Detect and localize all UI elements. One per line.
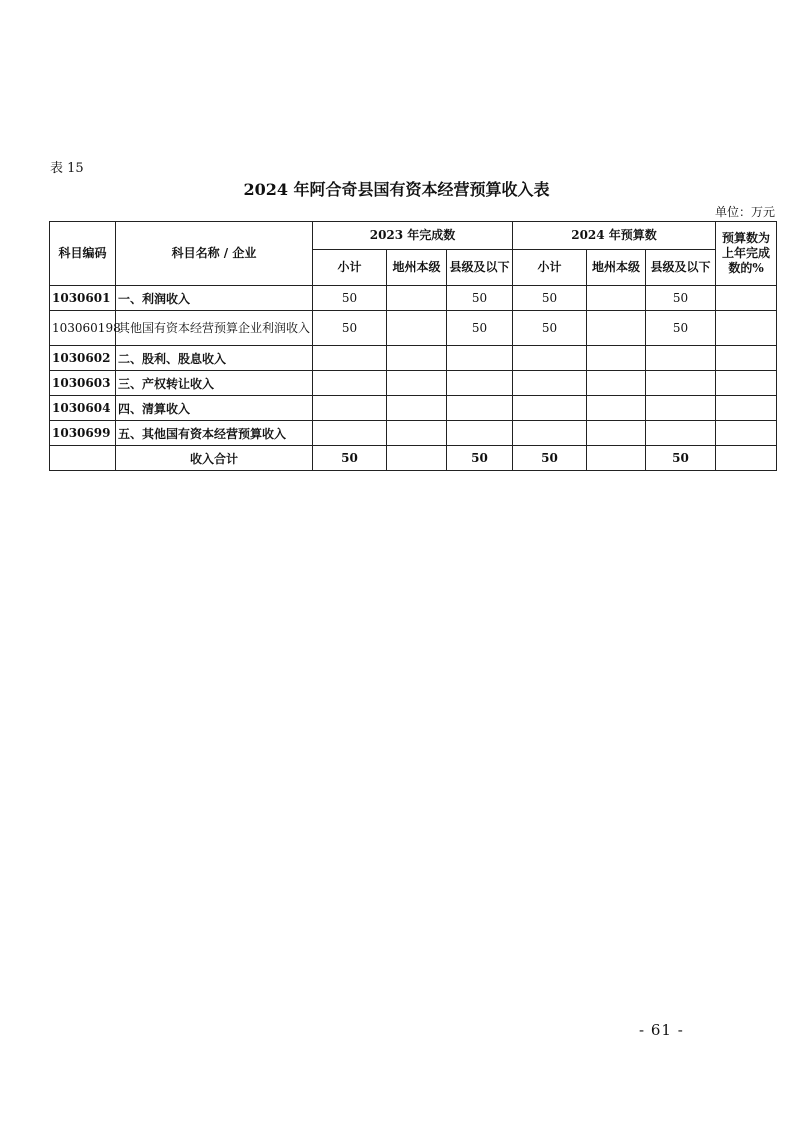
- header-2023-subtotal: 小计: [313, 250, 387, 286]
- cell-2023-prefecture: [387, 396, 447, 421]
- cell-2023-prefecture: [387, 371, 447, 396]
- cell-2024-subtotal: 50: [513, 286, 587, 311]
- total-code: [50, 446, 116, 471]
- cell-2024-subtotal: [513, 371, 587, 396]
- header-2023-county: 县级及以下: [447, 250, 513, 286]
- total-label: 收入合计: [116, 446, 313, 471]
- row-code: 1030602: [50, 346, 116, 371]
- header-2024-county: 县级及以下: [646, 250, 716, 286]
- cell-ratio: [716, 421, 777, 446]
- cell-2023-subtotal: [313, 346, 387, 371]
- row-name: 五、其他国有资本经营预算收入: [116, 421, 313, 446]
- row-name: 二、股利、股息收入: [116, 346, 313, 371]
- cell-2024-subtotal: [513, 421, 587, 446]
- cell-2023-prefecture: [387, 286, 447, 311]
- cell-2023-prefecture: [387, 421, 447, 446]
- header-2024-prefecture: 地州本级: [587, 250, 646, 286]
- row-name: 三、产权转让收入: [116, 371, 313, 396]
- cell-ratio: [716, 396, 777, 421]
- cell-2024-county: [646, 346, 716, 371]
- cell-2024-prefecture: [587, 311, 646, 346]
- cell-2024-prefecture: [587, 346, 646, 371]
- header-row-1: [50, 222, 777, 250]
- total-2024-county: 50: [646, 446, 716, 471]
- cell-2023-prefecture: [387, 346, 447, 371]
- table-row: [50, 421, 777, 446]
- table-row: [50, 371, 777, 396]
- cell-ratio: [716, 371, 777, 396]
- cell-2024-subtotal: 50: [513, 311, 587, 346]
- row-code: 1030601: [50, 286, 116, 311]
- cell-2023-subtotal: [313, 371, 387, 396]
- cell-2024-county: [646, 371, 716, 396]
- cell-2023-prefecture: [387, 311, 447, 346]
- row-name: 一、利润收入: [116, 286, 313, 311]
- cell-2024-county: [646, 396, 716, 421]
- total-row: [50, 446, 777, 471]
- header-2024-subtotal: 小计: [513, 250, 587, 286]
- table-row: [50, 286, 777, 311]
- cell-2023-subtotal: 50: [313, 286, 387, 311]
- row-code: 1030699: [50, 421, 116, 446]
- cell-2024-prefecture: [587, 371, 646, 396]
- row-code: 1030603: [50, 371, 116, 396]
- cell-2023-subtotal: 50: [313, 311, 387, 346]
- header-2023-prefecture: 地州本级: [387, 250, 447, 286]
- table-row: [50, 346, 777, 371]
- cell-2024-prefecture: [587, 286, 646, 311]
- document-title: 2024 年阿合奇县国有资本经营预算收入表: [243, 180, 550, 199]
- row-name: 其他国有资本经营预算企业利润收入: [116, 311, 313, 346]
- cell-ratio: [716, 346, 777, 371]
- total-2023-subtotal: 50: [313, 446, 387, 471]
- table-number: 表 15: [50, 161, 84, 176]
- page-number: - 61 -: [639, 1021, 684, 1039]
- header-name: 科目名称 / 企业: [116, 222, 313, 286]
- cell-2024-county: [646, 421, 716, 446]
- cell-2024-prefecture: [587, 421, 646, 446]
- total-2024-prefecture: [587, 446, 646, 471]
- cell-2023-county: [447, 396, 513, 421]
- cell-2023-subtotal: [313, 421, 387, 446]
- cell-2024-subtotal: [513, 346, 587, 371]
- total-ratio: [716, 446, 777, 471]
- cell-2023-county: [447, 371, 513, 396]
- row-code: 1030604: [50, 396, 116, 421]
- row-code: 103060198: [50, 311, 116, 346]
- cell-2023-county: [447, 346, 513, 371]
- header-ratio: 预算数为上年完成数的%: [716, 222, 777, 286]
- total-2023-prefecture: [387, 446, 447, 471]
- cell-2024-subtotal: [513, 396, 587, 421]
- cell-ratio: [716, 311, 777, 346]
- cell-2023-subtotal: [313, 396, 387, 421]
- cell-2023-county: [447, 421, 513, 446]
- cell-2024-prefecture: [587, 396, 646, 421]
- header-2024-group: 2024 年预算数: [513, 222, 716, 250]
- budget-table: [49, 221, 777, 471]
- unit-label: 单位：万元: [714, 205, 775, 219]
- cell-2024-county: 50: [646, 311, 716, 346]
- cell-2023-county: 50: [447, 286, 513, 311]
- cell-2023-county: 50: [447, 311, 513, 346]
- total-2024-subtotal: 50: [513, 446, 587, 471]
- header-2023-group: 2023 年完成数: [313, 222, 513, 250]
- cell-ratio: [716, 286, 777, 311]
- header-code: 科目编码: [50, 222, 116, 286]
- total-2023-county: 50: [447, 446, 513, 471]
- table-row: [50, 396, 777, 421]
- cell-2024-county: 50: [646, 286, 716, 311]
- table-row: [50, 311, 777, 346]
- row-name: 四、清算收入: [116, 396, 313, 421]
